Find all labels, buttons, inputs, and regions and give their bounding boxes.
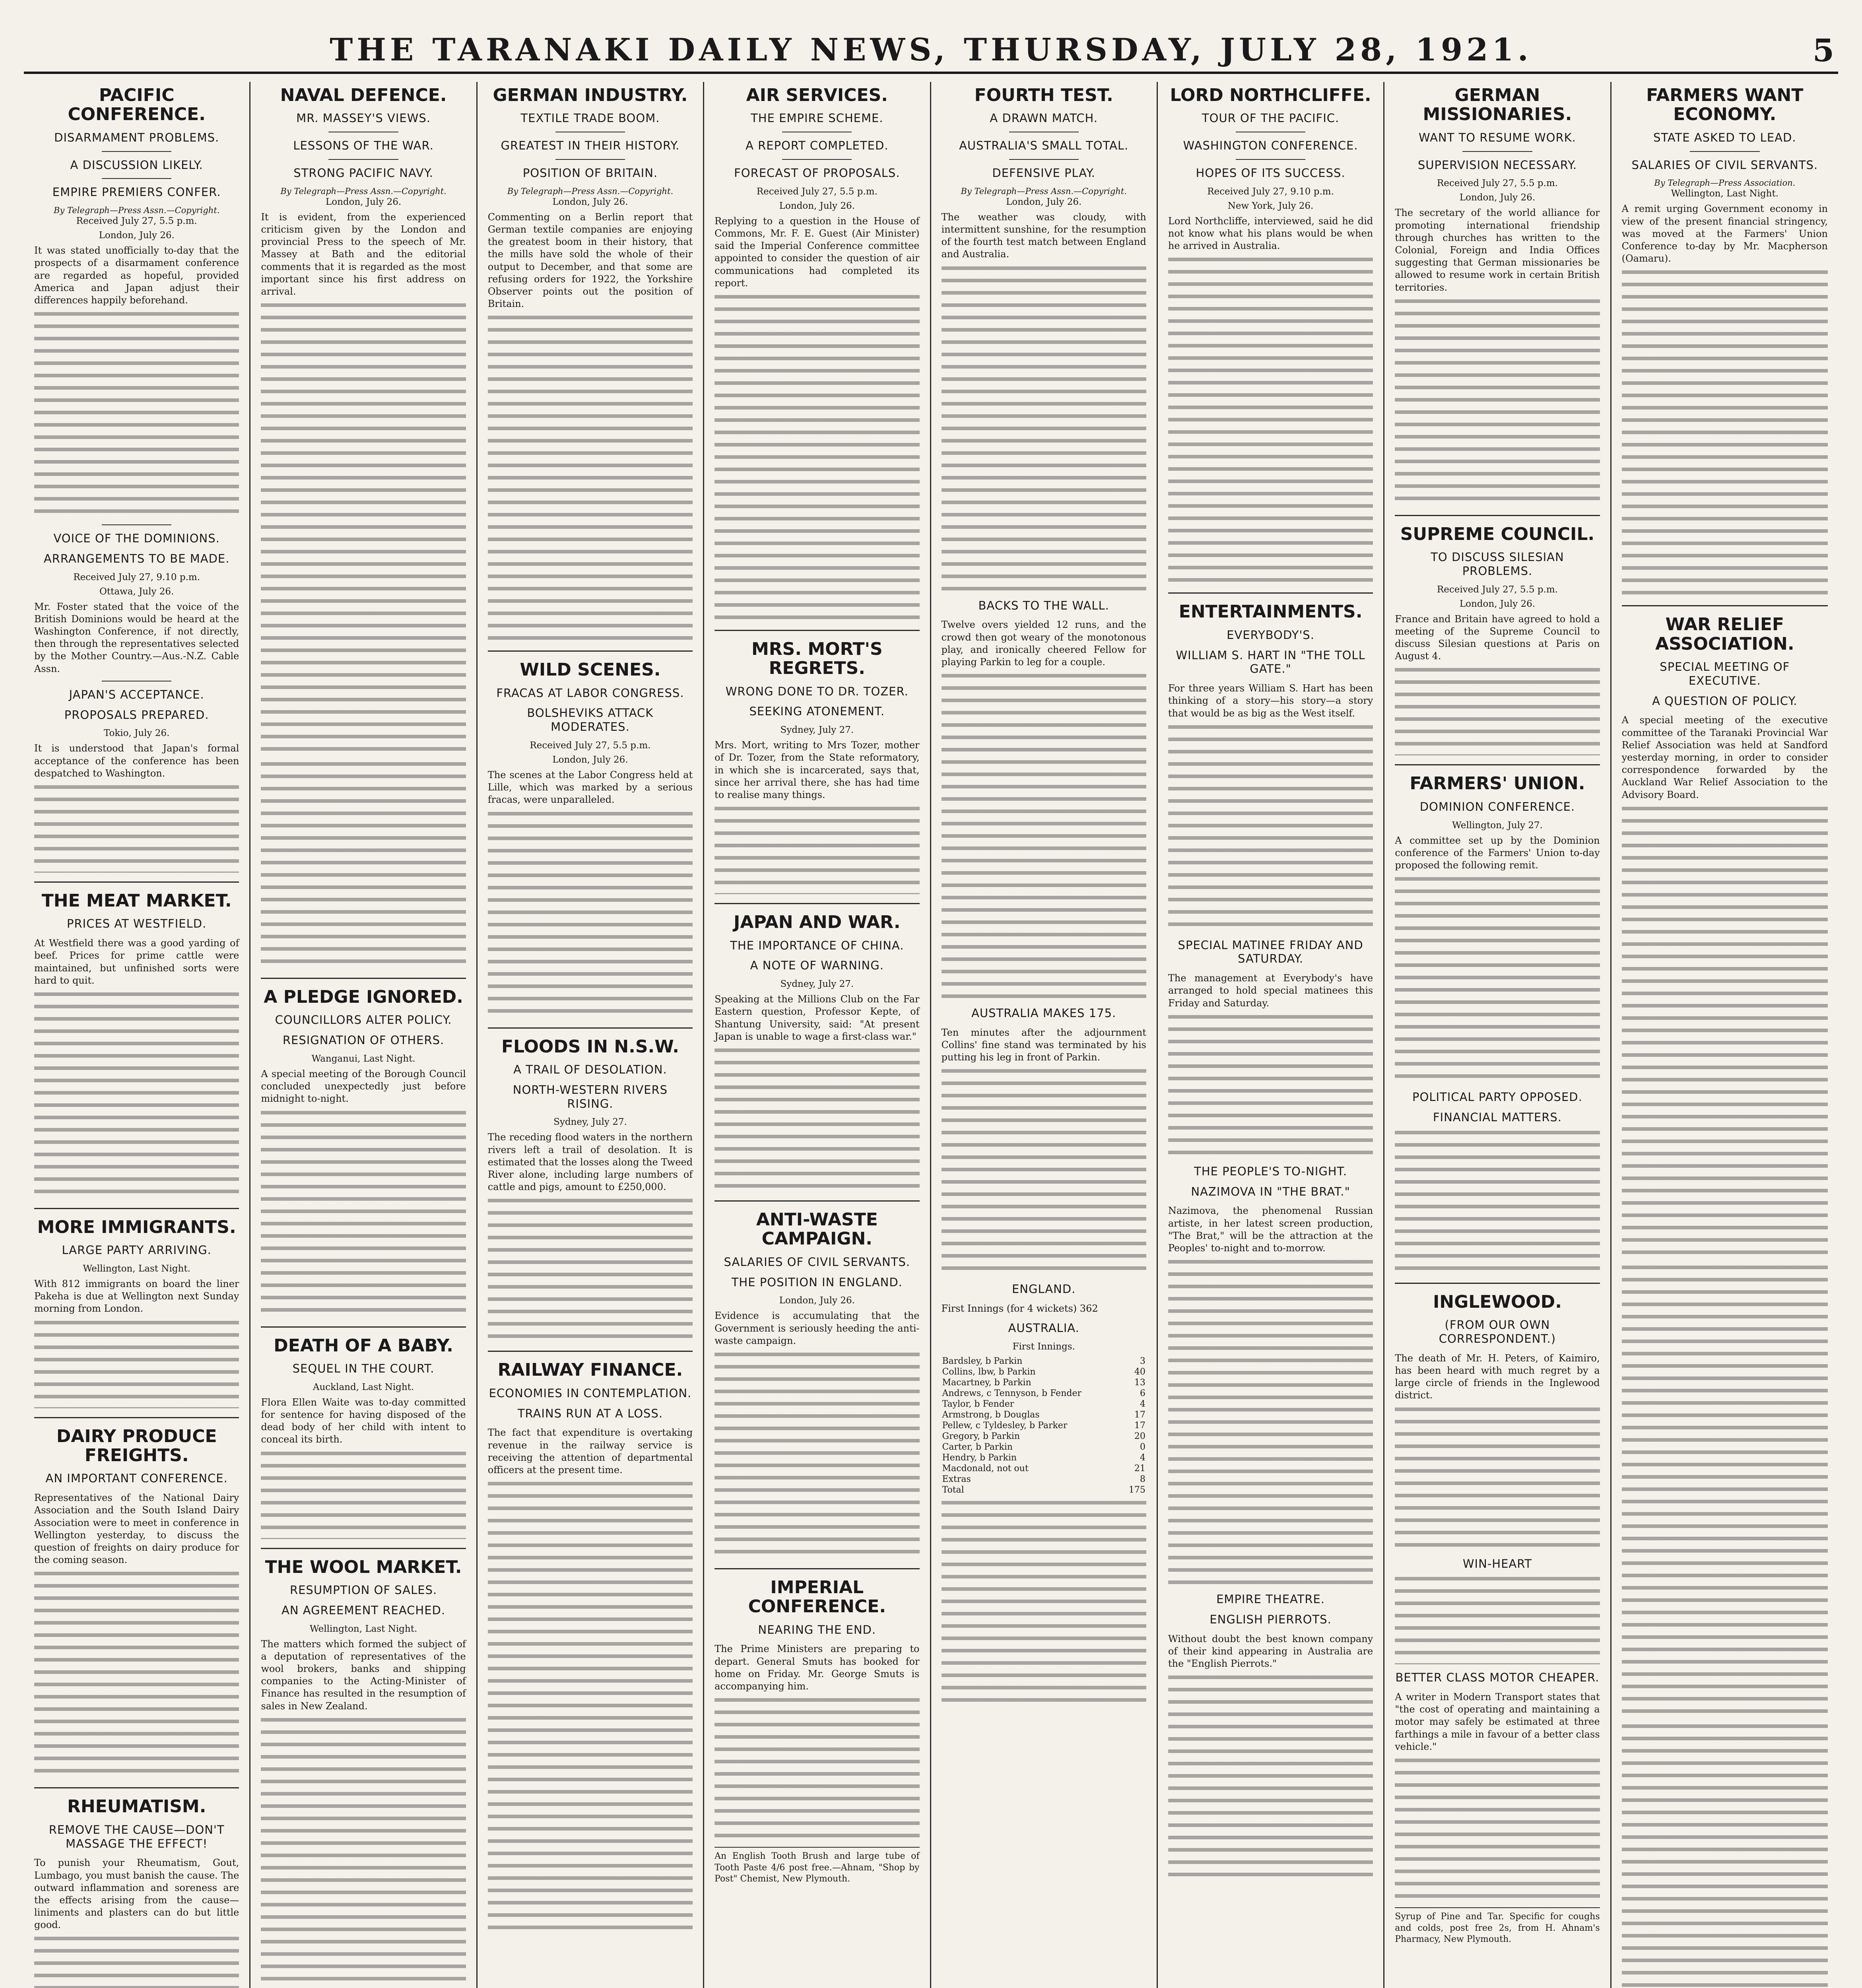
divider bbox=[715, 903, 919, 904]
article-body: Nazimova, the phenomenal Russian artiste, in her latest screen production, "The Brat," will be the attraction at the Peoples' to-night and to-morrow. bbox=[1168, 1205, 1373, 1254]
article-body: Mrs. Mort, writing to Mrs Tozer, mother of Dr. Tozer, from the State reformatory, in which she is incarcerated, says that, since her arrival there, she has had time to realise many things. bbox=[715, 740, 920, 801]
article-body: The Prime Ministers are preparing to depart. General Smuts has booked for home on Friday. Mr. George Smuts is accompanying him. bbox=[715, 1643, 920, 1692]
article-text-block bbox=[942, 1069, 1146, 1276]
column-1 bbox=[24, 82, 250, 1988]
table-row bbox=[942, 1474, 1146, 1485]
table-row bbox=[942, 1463, 1146, 1474]
article-headline: RAILWAY FINANCE. bbox=[497, 1360, 683, 1380]
article-subhead: MR. MASSEY'S VIEWS. bbox=[296, 111, 431, 125]
dateline: London, July 26. bbox=[1459, 598, 1536, 609]
table-row bbox=[942, 1399, 1146, 1409]
article-text-block bbox=[1622, 1724, 1828, 1988]
article-subhead: ENGLISH PIERROTS. bbox=[1210, 1612, 1332, 1626]
article-text-block bbox=[715, 1353, 919, 1559]
dateline: London, July 26. bbox=[779, 200, 855, 211]
divider bbox=[555, 159, 625, 160]
table-row bbox=[942, 1377, 1146, 1388]
article-subhead: AUSTRALIA MAKES 175. bbox=[971, 1006, 1116, 1020]
article-text-block bbox=[715, 1048, 919, 1192]
article-subhead: WRONG DONE TO DR. TOZER. bbox=[725, 684, 909, 698]
dateline: London, July 26. bbox=[1006, 196, 1082, 207]
article-body: A remit urging Government economy in view of the present financial stringency, was moved at the Farmers' Union Conference to-day by Mr. Macpherson (Oamaru). bbox=[1621, 203, 1828, 264]
article-subhead: AUSTRALIA'S SMALL TOTAL. bbox=[959, 139, 1129, 153]
batsman-name: Bardsley, b Parkin bbox=[942, 1356, 1023, 1367]
article-subhead: SUPERVISION NECESSARY. bbox=[1417, 158, 1577, 172]
column-2 bbox=[250, 82, 477, 1988]
dateline: London, July 26. bbox=[325, 196, 402, 207]
article-headline: JAPAN AND WAR. bbox=[734, 912, 901, 933]
article-body: A committee set up by the Dominion conference of the Farmers' Union to-day proposed the following remit. bbox=[1395, 835, 1600, 871]
received-line: Received July 27, 5.5 p.m. bbox=[530, 740, 651, 751]
table-row bbox=[942, 1452, 1146, 1463]
batsman-runs: 21 bbox=[1134, 1464, 1146, 1474]
table-row bbox=[942, 1485, 1146, 1495]
dateline: Wellington, Last Night. bbox=[1671, 188, 1779, 199]
dateline: London, July 26. bbox=[552, 196, 628, 207]
article-body: For three years William S. Hart has been thinking of a story—his story—a story that would be as big as the West itself. bbox=[1168, 683, 1373, 719]
article-subhead: A NOTE OF WARNING. bbox=[750, 959, 884, 973]
article-subhead: SPECIAL MEETING OF EXECUTIVE. bbox=[1660, 660, 1790, 687]
article-subhead: COUNCILLORS ALTER POLICY. bbox=[275, 1013, 452, 1027]
article-text-block bbox=[34, 1321, 239, 1408]
article-body: Evidence is accumulating that the Government is seriously heeding the anti-waste campaign. bbox=[715, 1310, 920, 1346]
article-subhead: WANT TO RESUME WORK. bbox=[1419, 130, 1576, 144]
article-body: Ten minutes after the adjournment Collins' fine stand was terminated by his putting his leg in front of Parkin. bbox=[941, 1027, 1146, 1063]
article-text-block bbox=[1395, 668, 1600, 755]
article-text-block bbox=[1395, 1759, 1600, 1902]
article-subhead: DOMINION CONFERENCE. bbox=[1419, 800, 1575, 813]
article-subhead: LARGE PARTY ARRIVING. bbox=[62, 1243, 212, 1257]
batsman-runs: 3 bbox=[1140, 1356, 1146, 1367]
dateline: Wellington, July 27. bbox=[1452, 820, 1543, 831]
received-line: Received July 27, 5.5 p.m. bbox=[756, 186, 878, 197]
article-body: The matters which formed the subject of a deputation of representatives of the wool brokers, banks and shipping companies to the Acting-Minister of Finance has resulted in the resumption of sales in New Zealand. bbox=[261, 1638, 466, 1712]
article-subhead: SEQUEL IN THE COURT. bbox=[292, 1362, 435, 1376]
article-subhead: AN IMPORTANT CONFERENCE. bbox=[45, 1472, 228, 1485]
article-subhead: FINANCIAL MATTERS. bbox=[1433, 1110, 1562, 1124]
article-text-block bbox=[488, 1199, 693, 1342]
article-text-block bbox=[715, 807, 919, 894]
total-label: Total bbox=[942, 1485, 964, 1495]
article-body: The scenes at the Labor Congress held at Lille, which was marked by a serious fracas, were unparalleled. bbox=[487, 769, 693, 806]
table-row bbox=[942, 1431, 1146, 1442]
article-subhead: ARRANGEMENTS TO BE MADE. bbox=[43, 551, 230, 565]
batsman-name: Macartney, b Parkin bbox=[942, 1378, 1031, 1388]
article-subhead: SALARIES OF CIVIL SERVANTS. bbox=[724, 1255, 911, 1269]
article-subhead: SALARIES OF CIVIL SERVANTS. bbox=[1631, 158, 1818, 172]
article-headline: WILD SCENES. bbox=[520, 660, 661, 680]
divider bbox=[1622, 605, 1828, 606]
article-subhead: POSITION OF BRITAIN. bbox=[522, 166, 658, 180]
article-body: The weather was cloudy, with intermittent sunshine, for the resumption of the fourth test match between England and Australia. bbox=[941, 211, 1146, 260]
article-body: Speaking at the Millions Club on the Far Eastern question, Professor Kepte, of Shantung University, said: "At present Japan is unable to wage a first-class war." bbox=[715, 994, 920, 1042]
batsman-runs: 6 bbox=[1140, 1388, 1146, 1399]
article-subhead: LESSONS OF THE WAR. bbox=[293, 139, 434, 153]
divider bbox=[782, 159, 852, 160]
article-subhead: RESUMPTION OF SALES. bbox=[289, 1583, 437, 1597]
batsman-name: Taylor, b Fender bbox=[942, 1399, 1014, 1409]
advert-footer: An English Tooth Brush and large tube of Tooth Paste 4/6 post free.—Ahnam, "Shop by Post" Chemist, New Plymouth. bbox=[715, 1847, 919, 1885]
column-8 bbox=[1612, 82, 1838, 1988]
article-subhead: ECONOMIES IN CONTEMPLATION. bbox=[489, 1386, 692, 1400]
article-subhead: GREATEST IN THEIR HISTORY. bbox=[501, 139, 680, 153]
article-headline: A PLEDGE IGNORED. bbox=[264, 987, 463, 1008]
article-text-block bbox=[1395, 299, 1600, 506]
divider bbox=[488, 1351, 693, 1352]
divider bbox=[1236, 159, 1305, 160]
batsman-runs: 17 bbox=[1134, 1421, 1146, 1431]
divider bbox=[34, 1208, 239, 1209]
article-text-block bbox=[1168, 1015, 1373, 1158]
dateline: London, July 26. bbox=[1459, 192, 1536, 203]
advert-subhead: REMOVE THE CAUSE—DON'T MASSAGE THE EFFECT! bbox=[49, 1823, 225, 1850]
article-headline: IMPERIAL CONFERENCE. bbox=[748, 1577, 886, 1617]
divider bbox=[1462, 151, 1532, 152]
divider bbox=[102, 151, 171, 152]
article-text-block bbox=[1622, 1266, 1828, 1719]
article-body: Mr. Foster stated that the voice of the British Dominions would be heard at the Washington Conference, if not directly, then through the representatives selected by the Mother Country.—Aus.-N.Z. Cable Assn. bbox=[34, 601, 239, 674]
advert-text-block bbox=[34, 1937, 239, 1988]
received-line: Received July 27, 5.5 p.m. bbox=[1437, 584, 1558, 595]
batsman-name: Carter, b Parkin bbox=[942, 1442, 1013, 1452]
article-text-block bbox=[34, 312, 239, 519]
article-body: The death of Mr. H. Peters, of Kaimiro, has been heard with much regret by a large circle of friends in the Inglewood district. bbox=[1395, 1352, 1600, 1401]
article-subhead: RESIGNATION OF OTHERS. bbox=[282, 1033, 445, 1047]
divider bbox=[715, 630, 919, 631]
article-text-block bbox=[1168, 725, 1373, 932]
article-text-block bbox=[1168, 258, 1373, 584]
article-headline: GERMAN INDUSTRY. bbox=[493, 85, 688, 105]
article-subhead: WILLIAM S. HART IN "THE TOLL GATE." bbox=[1176, 648, 1365, 676]
column-5 bbox=[931, 82, 1158, 1988]
divider bbox=[261, 1548, 466, 1549]
dateline: Wanganui, Last Night. bbox=[311, 1054, 416, 1064]
article-subhead: TRAINS RUN AT A LOSS. bbox=[517, 1406, 663, 1420]
article-text-block bbox=[942, 1501, 1146, 1708]
article-subhead: TO DISCUSS SILESIAN PROBLEMS. bbox=[1431, 550, 1564, 578]
divider bbox=[1395, 1283, 1600, 1284]
table-row bbox=[942, 1409, 1146, 1420]
columns bbox=[24, 82, 1838, 1988]
batsman-runs: 20 bbox=[1134, 1431, 1146, 1442]
divider bbox=[715, 1200, 919, 1202]
batsman-runs: 0 bbox=[1140, 1442, 1146, 1452]
extras-label: Extras bbox=[942, 1474, 971, 1485]
article-body: Twelve overs yielded 12 runs, and the crowd then got weary of the monotonous play, and ironically cheered Fellow for playing Parkin to leg for a couple. bbox=[941, 619, 1146, 668]
dateline: Ottawa, July 26. bbox=[99, 586, 174, 597]
article-text-block bbox=[1168, 1675, 1373, 1882]
dateline: Sydney, July 27. bbox=[553, 1117, 627, 1128]
dateline: Wellington, Last Night. bbox=[309, 1623, 417, 1634]
article-headline: MORE IMMIGRANTS. bbox=[37, 1217, 236, 1237]
table-row bbox=[942, 1367, 1146, 1377]
advert-headline: RHEUMATISM. bbox=[67, 1796, 206, 1817]
batsman-name: Armstrong, b Douglas bbox=[942, 1410, 1040, 1420]
article-subhead: SEEKING ATONEMENT. bbox=[749, 705, 885, 718]
total-runs: 175 bbox=[1128, 1485, 1146, 1495]
article-subhead: POLITICAL PARTY OPPOSED. bbox=[1412, 1090, 1582, 1104]
batsman-name: Pellew, c Tyldesley, b Parker bbox=[942, 1421, 1068, 1431]
article-headline: THE WOOL MARKET. bbox=[265, 1557, 462, 1577]
extras-runs: 8 bbox=[1140, 1474, 1146, 1485]
article-text-block bbox=[488, 812, 693, 1019]
article-text-block bbox=[1622, 807, 1828, 1260]
divider bbox=[261, 978, 466, 979]
article-text-block bbox=[261, 1718, 466, 1988]
article-subhead: AN AGREEMENT REACHED. bbox=[282, 1603, 446, 1617]
divider bbox=[488, 1027, 693, 1029]
received-line: Received July 27, 5.5 p.m. bbox=[1437, 178, 1558, 189]
batsman-runs: 40 bbox=[1134, 1367, 1146, 1377]
article-headline: ANTI-WASTE CAMPAIGN. bbox=[756, 1209, 878, 1249]
article-body: Lord Northcliffe, interviewed, said he did not know what his plans would be when he arrived in Australia. bbox=[1168, 215, 1373, 252]
article-headline: LORD NORTHCLIFFE. bbox=[1170, 85, 1371, 105]
received-line: Received July 27, 9.10 p.m. bbox=[73, 572, 200, 582]
column-6 bbox=[1158, 82, 1384, 1988]
column-4 bbox=[704, 82, 931, 1988]
article-headline: MRS. MORT'S REGRETS. bbox=[751, 639, 883, 679]
article-body: Representatives of the National Dairy Association and the South Island Dairy Association were to meet in conference in Wellington yesterday, to discuss the question of freights on dairy produce for the coming season. bbox=[34, 1492, 239, 1566]
article-text-block bbox=[261, 1452, 466, 1539]
article-subhead: A REPORT COMPLETED. bbox=[746, 139, 889, 153]
divider bbox=[34, 1417, 239, 1418]
article-headline: FARMERS' UNION. bbox=[1410, 773, 1585, 794]
article-subhead: EMPIRE PREMIERS CONFER. bbox=[52, 185, 221, 199]
divider bbox=[1690, 151, 1760, 152]
divider bbox=[715, 1568, 919, 1569]
article-headline: WAR RELIEF ASSOCIATION. bbox=[1655, 614, 1794, 654]
article-body: Replying to a question in the House of Commons, Mr. F. E. Guest (Air Minister) said the Imperial Conference committee appointed to consider the question of air communications had completed its report. bbox=[715, 215, 920, 289]
article-subhead: NORTH-WESTERN RIVERS RISING. bbox=[513, 1083, 668, 1110]
batsman-runs: 13 bbox=[1134, 1378, 1146, 1388]
dateline: London, July 26. bbox=[779, 1295, 855, 1306]
byline: By Telegraph—Press Assn.—Copyright. bbox=[961, 186, 1127, 196]
table-row bbox=[942, 1356, 1146, 1367]
article-subhead: PRICES AT WESTFIELD. bbox=[67, 917, 207, 931]
divider bbox=[102, 178, 171, 179]
article-subhead: FRACAS AT LABOR CONGRESS. bbox=[496, 686, 684, 700]
article-text-block bbox=[34, 1572, 239, 1778]
article-subhead: A TRAIL OF DESOLATION. bbox=[513, 1063, 667, 1077]
column-3 bbox=[478, 82, 704, 1988]
article-body: At Westfield there was a good yarding of beef. Prices for prime cattle were maintained, but unfinished sorts were hard to quit. bbox=[34, 938, 239, 986]
article-subhead: (FROM OUR OWN CORRESPONDENT.) bbox=[1439, 1318, 1556, 1345]
divider bbox=[34, 881, 239, 883]
article-body: Flora Ellen Waite was to-day committed for sentence for having disposed of the dead body of her child with intent to conceal its birth. bbox=[261, 1396, 466, 1445]
article-text-block bbox=[34, 785, 239, 873]
divider bbox=[261, 1326, 466, 1328]
advert-heading: WIN-HEART bbox=[1462, 1557, 1532, 1571]
article-subhead: PROPOSALS PREPARED. bbox=[64, 708, 209, 722]
article-body: Commenting on a Berlin report that German textile companies are enjoying the greatest boom in their history, that the mills have sold the whole of their output to December, and that some are refusing orders for 1922, the Yorkshire Observer points out the position of Britain. bbox=[487, 211, 693, 310]
article-body: It was stated unofficially to-day that the prospects of a disarmament conference are regarded as hopeful, provided America and Japan adjust their differences happily beforehand. bbox=[34, 245, 239, 306]
article-text-block bbox=[1395, 1408, 1600, 1551]
article-headline: ENTERTAINMENTS. bbox=[1179, 602, 1363, 622]
masthead bbox=[24, 28, 1838, 74]
article-body: It is understood that Japan's formal acceptance of the conference has been despatched to Washington. bbox=[34, 743, 239, 779]
byline: By Telegraph—Press Assn.—Copyright. bbox=[507, 186, 674, 196]
dateline: Wellington, Last Night. bbox=[83, 1264, 190, 1274]
received-line: Received July 27, 9.10 p.m. bbox=[1207, 186, 1334, 197]
article-text-block bbox=[715, 1698, 919, 1841]
batsman-name: Hendry, b Parkin bbox=[942, 1453, 1017, 1463]
article-subhead: FORECAST OF PROPOSALS. bbox=[734, 166, 900, 180]
article-subhead: THE EMPIRE SCHEME. bbox=[751, 111, 883, 125]
article-subhead: HOPES OF ITS SUCCESS. bbox=[1196, 166, 1346, 180]
article-subhead: DISARMAMENT PROBLEMS. bbox=[54, 130, 219, 144]
article-subhead: A DISCUSSION LIKELY. bbox=[70, 158, 203, 172]
article-subhead: DEFENSIVE PLAY. bbox=[992, 166, 1096, 180]
article-body: The secretary of the world alliance for promoting international friendship through churches has written to the Colonial, Foreign and India Offices suggesting that German missionaries be allowed to resume work in certain British territories. bbox=[1395, 207, 1600, 293]
advert-text-block bbox=[1395, 1577, 1600, 1664]
article-subhead: BETTER CLASS MOTOR CHEAPER. bbox=[1395, 1671, 1600, 1685]
batsman-runs: 4 bbox=[1140, 1453, 1146, 1463]
batsman-runs: 4 bbox=[1140, 1399, 1146, 1409]
article-text-block bbox=[942, 266, 1146, 592]
article-subhead: STATE ASKED TO LEAD. bbox=[1653, 130, 1796, 144]
advert-footer: Syrup of Pine and Tar. Specific for coughs and colds, post free 2s, from H. Ahnam's Pharmacy, New Plymouth. bbox=[1395, 1907, 1600, 1945]
dateline: London, July 26. bbox=[552, 755, 628, 765]
article-headline: DEATH OF A BABY. bbox=[274, 1335, 453, 1356]
article-text-block bbox=[1168, 1260, 1373, 1586]
article-body: A writer in Modern Transport states that "the cost of operating and maintaining a motor may safely be estimated at three farthings a mile in favour of a better class vehicle." bbox=[1395, 1691, 1600, 1752]
table-row bbox=[942, 1388, 1146, 1399]
article-headline: FLOODS IN N.S.W. bbox=[501, 1036, 679, 1057]
column-7 bbox=[1384, 82, 1611, 1988]
article-text-block bbox=[261, 762, 466, 969]
article-headline: THE MEAT MARKET. bbox=[41, 890, 232, 911]
article-headline: FARMERS WANT ECONOMY. bbox=[1646, 85, 1804, 125]
article-headline: PACIFIC CONFERENCE. bbox=[68, 85, 206, 125]
article-subhead: VOICE OF THE DOMINIONS. bbox=[53, 532, 220, 546]
article-body: France and Britain have agreed to hold a meeting of the Supreme Council to discuss Silesian questions at Paris on August 4. bbox=[1395, 613, 1600, 662]
article-text-block bbox=[1622, 270, 1828, 596]
article-headline: GERMAN MISSIONARIES. bbox=[1423, 85, 1572, 125]
article-body: Without doubt the best known company of their kind appearing in Australia are the "English Pierrots." bbox=[1168, 1633, 1373, 1670]
article-subhead: A QUESTION OF POLICY. bbox=[1652, 694, 1798, 708]
article-subhead: TOUR OF THE PACIFIC. bbox=[1202, 111, 1340, 125]
article-subhead: THE POSITION IN ENGLAND. bbox=[731, 1275, 903, 1289]
article-body: It is evident, from the experienced criticism given by the London and provincial Press to the speech of Mr. Massey at Bath and the editorial comments that it is regarded as the most important since his first address on arrival. bbox=[261, 211, 466, 297]
scorecard-line: First Innings (for 4 wickets) 362 bbox=[941, 1303, 1098, 1314]
article-headline: NAVAL DEFENCE. bbox=[280, 85, 447, 105]
article-body: The receding flood waters in the northern rivers left a trail of desolation. It is estimated that the losses along the Tweed River alone, including large numbers of cattle and pigs, amount to £250,000. bbox=[487, 1132, 693, 1193]
article-headline: SUPREME COUNCIL. bbox=[1400, 524, 1595, 544]
article-subhead: THE PEOPLE'S TO-NIGHT. bbox=[1194, 1164, 1347, 1178]
advert-body: To punish your Rheumatism, Gout, Lumbago, you must banish the cause. The outward inflammation and soreness are the effects arising from the cause—liniments and plasters can do but little good. bbox=[34, 1857, 239, 1931]
masthead-title: THE TARANAKI DAILY NEWS, THURSDAY, JULY 28, 1921. bbox=[330, 31, 1532, 68]
article-body: A special meeting of the executive committee of the Taranaki Provincial War Relief Association was held at Sandford yesterday morning, in order to consider correspondence forwarded by the Auckland War Relief Association to the Advisory Board. bbox=[1621, 714, 1828, 800]
batsman-name: Macdonald, not out bbox=[942, 1464, 1029, 1474]
article-body: With 812 immigrants on board the liner Pakeha is due at Wellington next Sunday morning from London. bbox=[34, 1278, 239, 1314]
scorecard-heading: ENGLAND. bbox=[1012, 1282, 1076, 1296]
batsman-name: Gregory, b Parkin bbox=[942, 1431, 1020, 1442]
article-subhead: A DRAWN MATCH. bbox=[990, 111, 1098, 125]
article-headline: FOURTH TEST. bbox=[974, 85, 1113, 105]
byline: By Telegraph—Press Assn.—Copyright. bbox=[280, 186, 447, 196]
article-text-block bbox=[488, 1482, 693, 1935]
article-subhead: SPECIAL MATINEE FRIDAY AND SATURDAY. bbox=[1178, 938, 1363, 966]
scorecard-table bbox=[942, 1356, 1146, 1495]
article-subhead: NAZIMOVA IN "THE BRAT." bbox=[1191, 1184, 1350, 1198]
article-body: The fact that expenditure is overtaking revenue in the railway service is receiving the attention of departmental officers at the present time. bbox=[487, 1427, 693, 1475]
article-text-block bbox=[488, 316, 693, 642]
batsman-name: Collins, lbw, b Parkin bbox=[942, 1367, 1036, 1377]
article-body: The management at Everybody's have arranged to hold special matinees this Friday and Saturday. bbox=[1168, 973, 1373, 1009]
article-text-block bbox=[261, 303, 466, 757]
dateline: London, July 26. bbox=[99, 230, 175, 241]
divider bbox=[1009, 159, 1079, 160]
article-subhead: BOLSHEVIKS ATTACK MODERATES. bbox=[527, 706, 654, 734]
divider bbox=[1168, 592, 1373, 594]
article-body: A special meeting of the Borough Council concluded unexpectedly just before midnight to-night. bbox=[261, 1068, 466, 1105]
byline: By Telegraph—Press Association. bbox=[1654, 178, 1796, 188]
article-subhead: WASHINGTON CONFERENCE. bbox=[1183, 139, 1358, 153]
table-row bbox=[942, 1420, 1146, 1431]
article-subhead: BACKS TO THE WALL. bbox=[978, 598, 1109, 612]
article-text-block bbox=[1395, 1131, 1600, 1274]
article-text-block bbox=[942, 674, 1146, 1000]
divider bbox=[1395, 764, 1600, 765]
dateline: Auckland, Last Night. bbox=[313, 1382, 414, 1392]
batsman-name: Andrews, c Tennyson, b Fender bbox=[942, 1388, 1081, 1399]
article-subhead: JAPAN'S ACCEPTANCE. bbox=[69, 687, 204, 701]
divider bbox=[488, 650, 693, 652]
article-subhead: NEARING THE END. bbox=[758, 1623, 876, 1637]
article-subhead: EVERYBODY'S. bbox=[1227, 628, 1314, 642]
scorecard-innings: First Innings. bbox=[1012, 1342, 1075, 1352]
dateline: Sydney, July 27. bbox=[780, 979, 854, 990]
dateline: Tokio, July 26. bbox=[103, 728, 170, 739]
article-subhead: THE IMPORTANCE OF CHINA. bbox=[730, 938, 904, 952]
article-headline: DAIRY PRODUCE FREIGHTS. bbox=[56, 1426, 217, 1466]
divider bbox=[1395, 515, 1600, 516]
article-text-block bbox=[1395, 877, 1600, 1084]
article-text-block bbox=[715, 295, 919, 621]
article-subhead: STRONG PACIFIC NAVY. bbox=[293, 166, 433, 180]
article-headline: AIR SERVICES. bbox=[746, 85, 888, 105]
dateline: New York, July 26. bbox=[1227, 200, 1314, 211]
article-text-block bbox=[34, 992, 239, 1199]
received-line: Received July 27, 5.5 p.m. bbox=[76, 216, 197, 227]
divider bbox=[102, 524, 171, 525]
article-text-block bbox=[261, 1111, 466, 1318]
article-subhead: EMPIRE THEATRE. bbox=[1216, 1592, 1325, 1606]
page-number: 5 bbox=[1812, 33, 1834, 69]
table-row bbox=[942, 1442, 1146, 1452]
scorecard-heading: AUSTRALIA. bbox=[1008, 1321, 1080, 1335]
divider bbox=[34, 1787, 239, 1788]
batsman-runs: 17 bbox=[1134, 1410, 1146, 1420]
byline: By Telegraph—Press Assn.—Copyright. bbox=[53, 206, 220, 215]
dateline: Sydney, July 27. bbox=[780, 725, 854, 736]
divider bbox=[328, 159, 398, 160]
article-headline: INGLEWOOD. bbox=[1433, 1291, 1562, 1312]
article-subhead: TEXTILE TRADE BOOM. bbox=[520, 111, 660, 125]
